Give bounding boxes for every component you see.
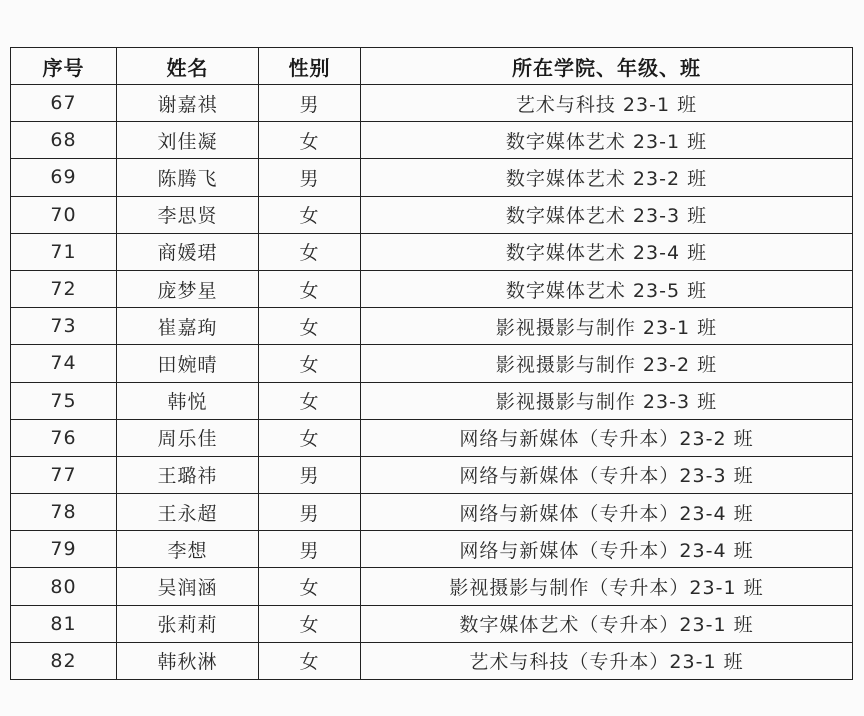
table-row	[11, 345, 853, 382]
cell-gender: 女	[259, 196, 361, 233]
cell-gender: 男	[259, 159, 361, 196]
cell-name: 王永超	[117, 494, 259, 531]
table-header-row	[11, 48, 853, 85]
cell-class: 网络与新媒体（专升本）23-4 班	[361, 531, 853, 568]
header-gender: 性别	[259, 48, 361, 85]
cell-name: 刘佳凝	[117, 122, 259, 159]
cell-class: 艺术与科技（专升本）23-1 班	[361, 642, 853, 679]
cell-no: 70	[11, 196, 117, 233]
cell-gender: 女	[259, 419, 361, 456]
cell-class: 影视摄影与制作（专升本）23-1 班	[361, 568, 853, 605]
cell-name: 李想	[117, 531, 259, 568]
cell-name: 田婉晴	[117, 345, 259, 382]
cell-class: 网络与新媒体（专升本）23-2 班	[361, 419, 853, 456]
cell-class: 数字媒体艺术 23-4 班	[361, 233, 853, 270]
cell-no: 68	[11, 122, 117, 159]
cell-name: 王璐祎	[117, 456, 259, 493]
cell-class: 数字媒体艺术 23-2 班	[361, 159, 853, 196]
cell-name: 崔嘉珣	[117, 308, 259, 345]
cell-gender: 女	[259, 270, 361, 307]
cell-no: 71	[11, 233, 117, 270]
cell-gender: 女	[259, 122, 361, 159]
cell-class: 影视摄影与制作 23-3 班	[361, 382, 853, 419]
table-row	[11, 605, 853, 642]
cell-no: 78	[11, 494, 117, 531]
cell-no: 75	[11, 382, 117, 419]
cell-gender: 女	[259, 345, 361, 382]
table-row	[11, 122, 853, 159]
cell-no: 76	[11, 419, 117, 456]
table-row	[11, 382, 853, 419]
cell-gender: 女	[259, 642, 361, 679]
table-row	[11, 456, 853, 493]
cell-gender: 女	[259, 568, 361, 605]
header-name: 姓名	[117, 48, 259, 85]
cell-no: 79	[11, 531, 117, 568]
cell-no: 72	[11, 270, 117, 307]
table-row	[11, 196, 853, 233]
table-row	[11, 531, 853, 568]
cell-class: 艺术与科技 23-1 班	[361, 85, 853, 122]
cell-gender: 女	[259, 605, 361, 642]
cell-class: 网络与新媒体（专升本）23-3 班	[361, 456, 853, 493]
cell-class: 网络与新媒体（专升本）23-4 班	[361, 494, 853, 531]
cell-name: 庞梦星	[117, 270, 259, 307]
cell-name: 吴润涵	[117, 568, 259, 605]
cell-gender: 女	[259, 233, 361, 270]
table-row	[11, 233, 853, 270]
cell-class: 数字媒体艺术 23-3 班	[361, 196, 853, 233]
cell-no: 73	[11, 308, 117, 345]
cell-no: 80	[11, 568, 117, 605]
table-row	[11, 85, 853, 122]
cell-no: 67	[11, 85, 117, 122]
cell-class: 影视摄影与制作 23-2 班	[361, 345, 853, 382]
cell-class: 数字媒体艺术 23-5 班	[361, 270, 853, 307]
cell-gender: 男	[259, 456, 361, 493]
cell-no: 81	[11, 605, 117, 642]
cell-no: 77	[11, 456, 117, 493]
cell-class: 数字媒体艺术（专升本）23-1 班	[361, 605, 853, 642]
cell-class: 数字媒体艺术 23-1 班	[361, 122, 853, 159]
cell-class: 影视摄影与制作 23-1 班	[361, 308, 853, 345]
cell-gender: 男	[259, 85, 361, 122]
cell-name: 韩秋淋	[117, 642, 259, 679]
table-row	[11, 568, 853, 605]
table-row	[11, 159, 853, 196]
table-row	[11, 419, 853, 456]
cell-gender: 男	[259, 494, 361, 531]
cell-name: 周乐佳	[117, 419, 259, 456]
table-row	[11, 494, 853, 531]
table-row	[11, 642, 853, 679]
cell-gender: 男	[259, 531, 361, 568]
cell-gender: 女	[259, 382, 361, 419]
cell-name: 张莉莉	[117, 605, 259, 642]
cell-gender: 女	[259, 308, 361, 345]
header-no: 序号	[11, 48, 117, 85]
cell-no: 69	[11, 159, 117, 196]
table-row	[11, 270, 853, 307]
cell-no: 74	[11, 345, 117, 382]
student-roster-table	[10, 47, 853, 680]
header-class: 所在学院、年级、班	[361, 48, 853, 85]
cell-name: 谢嘉祺	[117, 85, 259, 122]
cell-name: 李思贤	[117, 196, 259, 233]
cell-name: 韩悦	[117, 382, 259, 419]
cell-name: 商媛珺	[117, 233, 259, 270]
table-row	[11, 308, 853, 345]
cell-name: 陈腾飞	[117, 159, 259, 196]
cell-no: 82	[11, 642, 117, 679]
